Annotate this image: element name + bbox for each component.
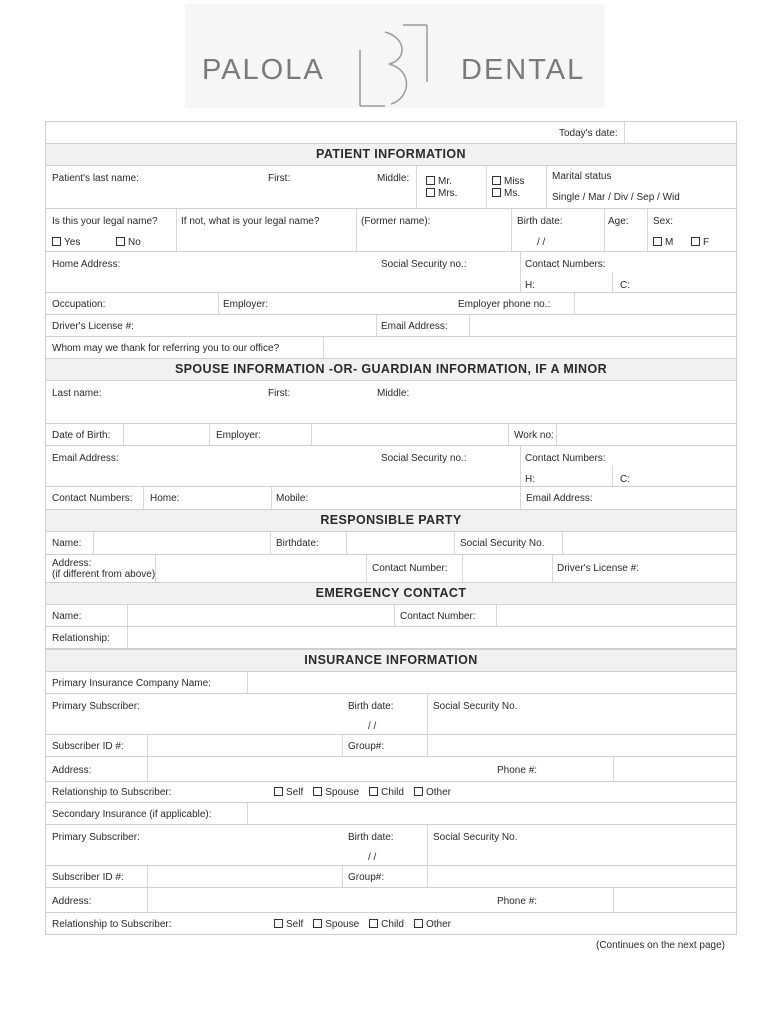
responsible-birthdate-label[interactable]: Birthdate: <box>276 538 319 549</box>
title-miss-option[interactable]: Miss <box>492 176 525 187</box>
responsible-address-label[interactable]: Address: <box>52 558 92 569</box>
spouse-home-label[interactable]: Home: <box>150 493 180 504</box>
responsible-contact-label[interactable]: Contact Number: <box>372 563 448 574</box>
employer-label[interactable]: Employer: <box>223 299 269 310</box>
logo <box>185 4 605 108</box>
secondary-birth-date-slashes[interactable]: / / <box>368 852 377 863</box>
secondary-group-label[interactable]: Group#: <box>348 872 385 883</box>
primary-subscriber-id-label[interactable]: Subscriber ID #: <box>52 741 124 752</box>
logo-text-left: PALOLA <box>202 54 325 86</box>
patient-form <box>45 121 737 649</box>
middle-name-label[interactable]: Middle: <box>377 173 410 184</box>
insurance-info-header: INSURANCE INFORMATION <box>46 650 736 672</box>
secondary-ssn-label[interactable]: Social Security No. <box>433 832 518 843</box>
sex-f-option[interactable]: F <box>691 237 709 248</box>
marital-status-options[interactable]: Single / Mar / Div / Sep / Wid <box>552 192 680 203</box>
logo-text-right: DENTAL <box>461 54 586 86</box>
primary-group-label[interactable]: Group#: <box>348 741 385 752</box>
legal-name-field-label[interactable]: If not, what is your legal name? <box>181 216 320 227</box>
drivers-license-label[interactable]: Driver's License #: <box>52 321 134 332</box>
spouse-contact-label: Contact Numbers: <box>525 453 606 464</box>
contact-numbers-label: Contact Numbers: <box>525 259 606 270</box>
insurance-form <box>45 649 737 935</box>
primary-address-label[interactable]: Address: <box>52 765 92 776</box>
patient-last-name-label[interactable]: Patient's last name: <box>52 173 139 184</box>
secondary-relationship-label: Relationship to Subscriber: <box>52 919 172 930</box>
spouse-cell-phone-label[interactable]: C: <box>620 474 630 485</box>
primary-ssn-label[interactable]: Social Security No. <box>433 701 518 712</box>
home-phone-label[interactable]: H: <box>525 280 535 291</box>
title-ms-option[interactable]: Ms. <box>492 188 520 199</box>
birth-date-slashes[interactable]: / / <box>537 237 546 248</box>
spouse-dob-label[interactable]: Date of Birth: <box>52 430 111 441</box>
legal-name-no[interactable]: No <box>116 237 141 248</box>
primary-birth-date-label[interactable]: Birth date: <box>348 701 394 712</box>
emergency-contact-header: EMERGENCY CONTACT <box>46 583 736 605</box>
primary-phone-label[interactable]: Phone #: <box>497 765 538 776</box>
responsible-ssn-label[interactable]: Social Security No. <box>460 538 545 549</box>
primary-birth-date-slashes[interactable]: / / <box>368 721 377 732</box>
ssn-label[interactable]: Social Security no.: <box>381 259 467 270</box>
legal-name-yes[interactable]: Yes <box>52 237 80 248</box>
secondary-address-label[interactable]: Address: <box>52 896 92 907</box>
age-label[interactable]: Age: <box>608 216 629 227</box>
spouse-mobile-label[interactable]: Mobile: <box>276 493 309 504</box>
responsible-name-label[interactable]: Name: <box>52 538 82 549</box>
cell-phone-label[interactable]: C: <box>620 280 630 291</box>
todays-date-label: Today's date: <box>559 128 618 139</box>
title-mr-option[interactable]: Mr. <box>426 176 452 187</box>
logo-mark <box>355 20 433 110</box>
spouse-email-label[interactable]: Email Address: <box>52 453 119 464</box>
emergency-relationship-label[interactable]: Relationship: <box>52 633 110 644</box>
home-address-label[interactable]: Home Address: <box>52 259 121 270</box>
spouse-middle-name-label[interactable]: Middle: <box>377 388 410 399</box>
employer-phone-label[interactable]: Employer phone no.: <box>458 299 551 310</box>
secondary-subscriber-id-label[interactable]: Subscriber ID #: <box>52 872 124 883</box>
responsible-address-note: (if different from above) <box>52 569 156 580</box>
primary-subscriber-label[interactable]: Primary Subscriber: <box>52 701 140 712</box>
email-label[interactable]: Email Address: <box>381 321 448 332</box>
spouse-ssn-label[interactable]: Social Security no.: <box>381 453 467 464</box>
primary-relationship-label: Relationship to Subscriber: <box>52 787 172 798</box>
spouse-last-name-label[interactable]: Last name: <box>52 388 102 399</box>
referral-label[interactable]: Whom may we thank for referring you to our office? <box>52 343 280 354</box>
birth-date-label[interactable]: Birth date: <box>517 216 563 227</box>
spouse-contact-numbers-label: Contact Numbers: <box>52 493 133 504</box>
primary-relationship-options[interactable]: Self Spouse Child Other <box>264 787 451 798</box>
spouse-home-phone-label[interactable]: H: <box>525 474 535 485</box>
marital-status-label: Marital status <box>552 171 612 182</box>
sex-label: Sex: <box>653 216 674 227</box>
responsible-dl-label[interactable]: Driver's License #: <box>557 563 639 574</box>
former-name-label[interactable]: (Former name): <box>361 216 431 227</box>
spouse-employer-label[interactable]: Employer: <box>216 430 262 441</box>
spouse-info-header: SPOUSE INFORMATION -OR- GUARDIAN INFORMATION, IF A MINOR <box>46 359 736 381</box>
spouse-work-label[interactable]: Work no: <box>514 430 554 441</box>
responsible-party-header: RESPONSIBLE PARTY <box>46 510 736 532</box>
occupation-label[interactable]: Occupation: <box>52 299 106 310</box>
legal-name-question: Is this your legal name? <box>52 216 158 227</box>
secondary-phone-label[interactable]: Phone #: <box>497 896 538 907</box>
spouse-first-name-label[interactable]: First: <box>268 388 291 399</box>
primary-insurance-company-label[interactable]: Primary Insurance Company Name: <box>52 678 211 689</box>
title-mrs-option[interactable]: Mrs. <box>426 188 457 199</box>
emergency-contact-label[interactable]: Contact Number: <box>400 611 476 622</box>
continues-note: (Continues on the next page) <box>596 940 725 951</box>
secondary-insurance-label[interactable]: Secondary Insurance (if applicable): <box>52 809 212 820</box>
secondary-birth-date-label[interactable]: Birth date: <box>348 832 394 843</box>
secondary-relationship-options[interactable]: Self Spouse Child Other <box>264 919 451 930</box>
sex-m-option[interactable]: M <box>653 237 673 248</box>
emergency-name-label[interactable]: Name: <box>52 611 82 622</box>
first-name-label[interactable]: First: <box>268 173 291 184</box>
patient-info-header: PATIENT INFORMATION <box>46 144 736 166</box>
secondary-subscriber-label[interactable]: Primary Subscriber: <box>52 832 140 843</box>
spouse-email2-label[interactable]: Email Address: <box>526 493 593 504</box>
